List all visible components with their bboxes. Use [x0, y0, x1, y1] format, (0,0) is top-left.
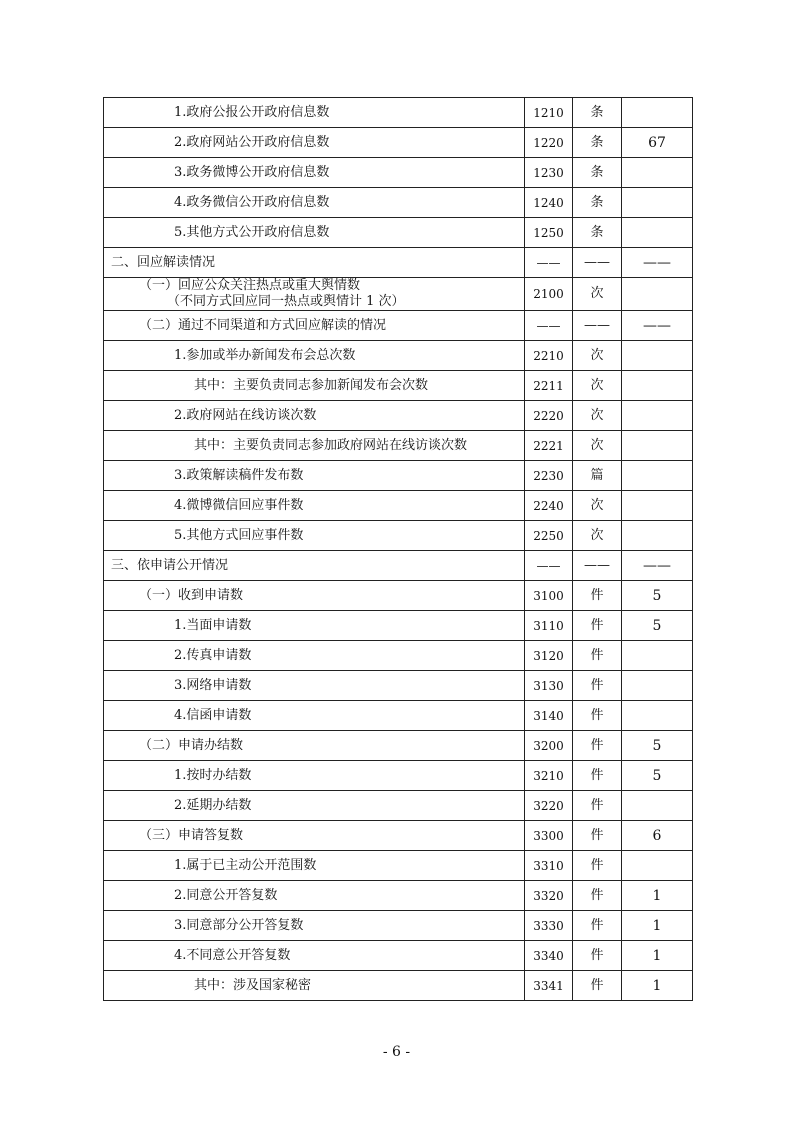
- value-cell: 1: [622, 941, 693, 971]
- item-label: 1.当面申请数: [174, 617, 252, 633]
- item-label: 2.政府网站公开政府信息数: [174, 134, 330, 150]
- unit-cell: 条: [573, 98, 622, 128]
- table-row: [104, 671, 693, 701]
- value-cell: 5: [622, 761, 693, 791]
- unit-cell: 条: [573, 158, 622, 188]
- unit-cell: 件: [573, 671, 622, 701]
- item-cell: [104, 761, 525, 791]
- table-row: [104, 641, 693, 671]
- unit-cell: 次: [573, 278, 622, 311]
- code-cell: ——: [525, 311, 573, 341]
- unit-cell: ——: [573, 551, 622, 581]
- code-cell: ——: [525, 551, 573, 581]
- item-cell: [104, 821, 525, 851]
- code-cell: 2220: [525, 401, 573, 431]
- item-label: 3.政策解读稿件发布数: [174, 467, 304, 483]
- value-cell: ——: [622, 311, 693, 341]
- value-cell: 5: [622, 581, 693, 611]
- item-cell: [104, 461, 525, 491]
- table-row: [104, 881, 693, 911]
- item-label: 二、回应解读情况: [111, 254, 216, 270]
- table-row: [104, 341, 693, 371]
- value-cell: 5: [622, 731, 693, 761]
- item-cell: [104, 158, 525, 188]
- table-row: [104, 311, 693, 341]
- item-label: 3.同意部分公开答复数: [174, 917, 304, 933]
- item-cell: [104, 971, 525, 1001]
- item-cell: [104, 521, 525, 551]
- value-cell: [622, 401, 693, 431]
- code-cell: 1240: [525, 188, 573, 218]
- item-label: 5.其他方式公开政府信息数: [174, 224, 330, 240]
- item-cell: [104, 401, 525, 431]
- unit-cell: 篇: [573, 461, 622, 491]
- table-body: [104, 98, 693, 1001]
- code-cell: 2240: [525, 491, 573, 521]
- table-row: [104, 551, 693, 581]
- item-label: （二）通过不同渠道和方式回应解读的情况: [139, 317, 387, 333]
- item-label: （一）收到申请数: [139, 587, 244, 603]
- item-label: 三、依申请公开情况: [111, 557, 229, 573]
- table-row: [104, 401, 693, 431]
- unit-cell: 条: [573, 188, 622, 218]
- table-row: [104, 791, 693, 821]
- table-row: [104, 371, 693, 401]
- unit-cell: 件: [573, 911, 622, 941]
- table-row: [104, 98, 693, 128]
- unit-cell: 件: [573, 731, 622, 761]
- page-number: - 6 -: [382, 1044, 411, 1060]
- value-cell: ——: [622, 248, 693, 278]
- item-label: 1.参加或举办新闻发布会总次数: [174, 347, 356, 363]
- code-cell: 3120: [525, 641, 573, 671]
- code-cell: 3300: [525, 821, 573, 851]
- code-cell: 2210: [525, 341, 573, 371]
- table-row: [104, 491, 693, 521]
- item-cell: [104, 248, 525, 278]
- item-label: （一）回应公众关注热点或重大舆情数: [139, 278, 361, 293]
- item-cell: [104, 278, 525, 311]
- table-row: [104, 731, 693, 761]
- table-row: [104, 158, 693, 188]
- code-cell: 2211: [525, 371, 573, 401]
- item-cell: [104, 491, 525, 521]
- code-cell: 3320: [525, 881, 573, 911]
- value-cell: 1: [622, 911, 693, 941]
- code-cell: 3210: [525, 761, 573, 791]
- value-cell: 1: [622, 971, 693, 1001]
- code-cell: 3340: [525, 941, 573, 971]
- item-cell: [104, 641, 525, 671]
- item-cell: [104, 941, 525, 971]
- value-cell: 5: [622, 611, 693, 641]
- item-label: 1.政府公报公开政府信息数: [174, 104, 330, 120]
- item-cell: [104, 611, 525, 641]
- value-cell: [622, 791, 693, 821]
- value-cell: ——: [622, 551, 693, 581]
- value-cell: [622, 701, 693, 731]
- unit-cell: 件: [573, 941, 622, 971]
- table-row: [104, 278, 693, 311]
- table-row: [104, 911, 693, 941]
- item-label: 4.微博微信回应事件数: [174, 497, 304, 513]
- item-cell: [104, 731, 525, 761]
- item-label: （二）申请办结数: [139, 737, 244, 753]
- statistics-table: [103, 97, 693, 1001]
- table-row: [104, 128, 693, 158]
- item-label: 2.同意公开答复数: [174, 887, 278, 903]
- code-cell: 1220: [525, 128, 573, 158]
- table-row: [104, 248, 693, 278]
- item-cell: [104, 311, 525, 341]
- item-cell: [104, 581, 525, 611]
- item-cell: [104, 701, 525, 731]
- item-label: 其中：涉及国家秘密: [194, 977, 312, 993]
- code-cell: 3310: [525, 851, 573, 881]
- code-cell: 1230: [525, 158, 573, 188]
- unit-cell: 次: [573, 341, 622, 371]
- unit-cell: 次: [573, 371, 622, 401]
- unit-cell: 件: [573, 641, 622, 671]
- item-label: 2.传真申请数: [174, 647, 252, 663]
- code-cell: 1250: [525, 218, 573, 248]
- table-row: [104, 521, 693, 551]
- code-cell: 2250: [525, 521, 573, 551]
- unit-cell: 条: [573, 218, 622, 248]
- table-row: [104, 851, 693, 881]
- code-cell: 3341: [525, 971, 573, 1001]
- item-cell: [104, 911, 525, 941]
- item-label: （三）申请答复数: [139, 827, 244, 843]
- item-label: 5.其他方式回应事件数: [174, 527, 304, 543]
- code-cell: 3130: [525, 671, 573, 701]
- item-cell: [104, 551, 525, 581]
- unit-cell: 件: [573, 791, 622, 821]
- item-cell: [104, 791, 525, 821]
- unit-cell: 件: [573, 701, 622, 731]
- value-cell: 1: [622, 881, 693, 911]
- value-cell: [622, 158, 693, 188]
- unit-cell: 条: [573, 128, 622, 158]
- item-cell: [104, 431, 525, 461]
- value-cell: [622, 371, 693, 401]
- code-cell: 3110: [525, 611, 573, 641]
- value-cell: [622, 98, 693, 128]
- unit-cell: 次: [573, 431, 622, 461]
- item-cell: [104, 341, 525, 371]
- item-note: （不同方式回应同一热点或舆情计 1 次）: [167, 294, 405, 309]
- item-label: 4.政务微信公开政府信息数: [174, 194, 330, 210]
- table-row: [104, 431, 693, 461]
- value-cell: 67: [622, 128, 693, 158]
- table-row: [104, 188, 693, 218]
- item-cell: [104, 671, 525, 701]
- unit-cell: 件: [573, 581, 622, 611]
- unit-cell: 件: [573, 761, 622, 791]
- table-row: [104, 218, 693, 248]
- value-cell: [622, 341, 693, 371]
- code-cell: 1210: [525, 98, 573, 128]
- code-cell: 2230: [525, 461, 573, 491]
- table-row: [104, 581, 693, 611]
- item-label: 2.政府网站在线访谈次数: [174, 407, 317, 423]
- item-label: 其中：主要负责同志参加新闻发布会次数: [194, 377, 429, 393]
- value-cell: [622, 521, 693, 551]
- value-cell: [622, 461, 693, 491]
- item-label: 3.网络申请数: [174, 677, 252, 693]
- code-cell: 3100: [525, 581, 573, 611]
- item-cell: [104, 851, 525, 881]
- item-cell: [104, 188, 525, 218]
- unit-cell: 件: [573, 971, 622, 1001]
- value-cell: [622, 491, 693, 521]
- unit-cell: 次: [573, 491, 622, 521]
- table-row: [104, 611, 693, 641]
- unit-cell: 次: [573, 521, 622, 551]
- item-cell: [104, 218, 525, 248]
- item-cell: [104, 371, 525, 401]
- code-cell: 3140: [525, 701, 573, 731]
- unit-cell: 件: [573, 881, 622, 911]
- table-row: [104, 971, 693, 1001]
- value-cell: [622, 278, 693, 311]
- code-cell: ——: [525, 248, 573, 278]
- code-cell: 3200: [525, 731, 573, 761]
- table-row: [104, 821, 693, 851]
- item-label: 1.按时办结数: [174, 767, 252, 783]
- code-cell: 2221: [525, 431, 573, 461]
- value-cell: [622, 188, 693, 218]
- table-row: [104, 761, 693, 791]
- value-cell: [622, 851, 693, 881]
- code-cell: 2100: [525, 278, 573, 311]
- code-cell: 3220: [525, 791, 573, 821]
- item-label: 4.不同意公开答复数: [174, 947, 291, 963]
- item-label: 2.延期办结数: [174, 797, 252, 813]
- item-label: 4.信函申请数: [174, 707, 252, 723]
- table-row: [104, 461, 693, 491]
- value-cell: [622, 641, 693, 671]
- unit-cell: 件: [573, 821, 622, 851]
- unit-cell: ——: [573, 248, 622, 278]
- item-cell: [104, 128, 525, 158]
- item-cell: [104, 881, 525, 911]
- item-label: 1.属于已主动公开范围数: [174, 857, 317, 873]
- code-cell: 3330: [525, 911, 573, 941]
- table-row: [104, 941, 693, 971]
- value-cell: [622, 431, 693, 461]
- value-cell: [622, 671, 693, 701]
- unit-cell: ——: [573, 311, 622, 341]
- value-cell: [622, 218, 693, 248]
- unit-cell: 次: [573, 401, 622, 431]
- item-label: 3.政务微博公开政府信息数: [174, 164, 330, 180]
- unit-cell: 件: [573, 851, 622, 881]
- item-cell: [104, 98, 525, 128]
- item-label: 其中：主要负责同志参加政府网站在线访谈次数: [194, 437, 468, 453]
- table-row: [104, 701, 693, 731]
- unit-cell: 件: [573, 611, 622, 641]
- value-cell: 6: [622, 821, 693, 851]
